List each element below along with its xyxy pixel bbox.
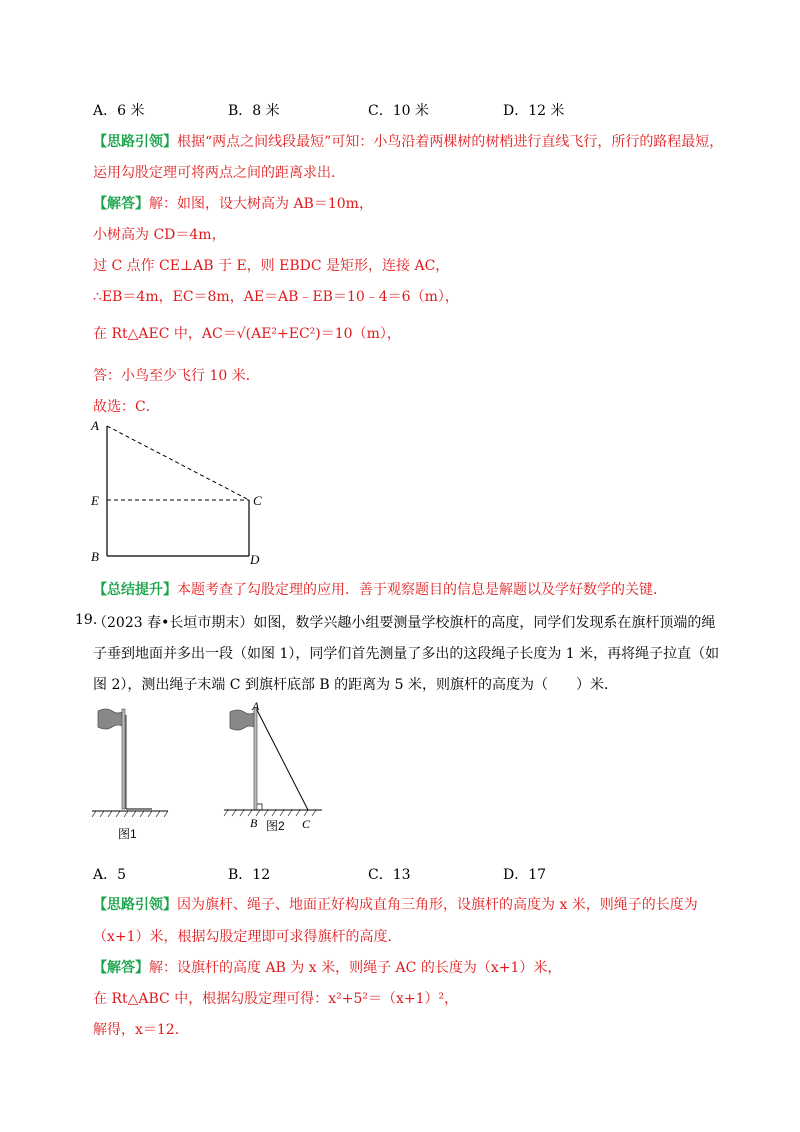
ground-hatch <box>224 810 316 816</box>
q18-answer-line: 解：如图，设大树高为 AB＝10m， <box>149 196 373 212</box>
q18-option-d: D．12 米 <box>503 103 565 119</box>
q18-answer-line: 小树高为 CD＝4m， <box>93 227 226 243</box>
q18-option-a: A．6 米 <box>93 103 145 119</box>
q18-summary-text: 本题考查了勾股定理的应用．善于观察题目的信息是解题以及学好数学的关键． <box>177 582 667 598</box>
q19-hint-line2: （x+1）米，根据勾股定理即可求得旗杆的高度． <box>93 929 402 945</box>
ground-hatch <box>92 811 168 817</box>
label-c: C <box>253 493 262 508</box>
q19-answer-tag: 【解答】 <box>93 960 149 976</box>
q18-summary-tag: 【总结提升】 <box>93 582 177 598</box>
q18-answer-line: 故选：C． <box>93 399 160 415</box>
q18-hint-tag: 【思路引领】 <box>93 134 177 150</box>
q19-answer-line: 在 Rt△ABC 中，根据勾股定理可得：x²+5²＝（x+1）²， <box>93 991 459 1007</box>
q18-hint-line2: 运用勾股定理可将两点之间的距离求出． <box>93 165 345 181</box>
q18-answer-line: 在 Rt△AEC 中，AC＝√(AE²+EC²)＝10（m）， <box>93 326 401 342</box>
q18-hint-text: 根据“两点之间线段最短”可知：小鸟沿着两棵树的树梢进行直线飞行，所行的路程最短， <box>177 134 724 150</box>
rope-ac <box>257 710 308 810</box>
q19-stem-line: （2023 春•长垣市期末）如图，数学兴趣小组要测量学校旗杆的高度，同学们发现系在旗杆顶端的绳 <box>93 615 716 631</box>
flag-icon <box>230 710 256 730</box>
q19-figure-1 <box>90 705 170 845</box>
label-e: E <box>91 493 99 508</box>
q18-answer-line: ∴EB＝4m，EC＝8m，AE＝AB﹣EB＝10﹣4＝6（m）， <box>93 289 459 305</box>
flagpole <box>122 709 125 809</box>
q19-hint <box>93 894 698 914</box>
q19-option-b: B．12 <box>228 867 271 883</box>
q19-answer-line: 解得，x＝12． <box>93 1022 189 1038</box>
q18-answer-tag: 【解答】 <box>93 196 149 212</box>
q18-hint <box>93 131 723 151</box>
label-b: B <box>91 549 99 564</box>
label-a: A <box>252 700 260 713</box>
q19-option-d: D．17 <box>503 867 547 883</box>
flagpole <box>254 708 257 810</box>
q19-answer-first <box>93 957 561 977</box>
q18-answer-first <box>93 193 373 213</box>
q18-summary <box>93 579 667 599</box>
label-d: D <box>250 552 260 567</box>
q18-option-b: B．8 米 <box>228 103 280 119</box>
fig1-caption: 图1 <box>118 827 137 841</box>
q19-number: 19. <box>75 612 98 628</box>
fig2-caption: 图2 <box>266 819 285 833</box>
q19-hint-tag: 【思路引领】 <box>93 897 177 913</box>
label-c: C <box>302 817 311 831</box>
q19-figure-2 <box>222 700 332 840</box>
q19-stem-line: 图 2），测出绳子末端 C 到旗杆底部 B 的距离为 5 米，则旗杆的高度为（ ）米． <box>93 677 618 693</box>
q19-answer-line: 解：设旗杆的高度 AB 为 x 米，则绳子 AC 的长度为（x+1）米， <box>149 960 562 976</box>
q18-answer-line: 过 C 点作 CE⊥AB 于 E，则 EBDC 是矩形，连接 AC， <box>93 258 450 274</box>
q18-answer-line: 答：小鸟至少飞行 10 米． <box>93 368 260 384</box>
label-b: B <box>250 816 258 830</box>
q19-stem-line: 子垂到地面并多出一段（如图 1），同学们首先测量了多出的这段绳子长度为 1 米，再将绳子拉直（如 <box>93 646 720 662</box>
q18-option-c: C．10 米 <box>368 103 429 119</box>
q18-rectangle-figure <box>85 418 275 568</box>
q19-option-c: C．13 <box>368 867 411 883</box>
q19-option-a: A．5 <box>93 867 127 883</box>
right-angle-mark <box>257 804 262 810</box>
q19-hint-text: 因为旗杆、绳子、地面正好构成直角三角形，设旗杆的高度为 x 米，则绳子的长度为 <box>177 897 698 913</box>
flag-icon <box>98 709 124 729</box>
label-a: A <box>91 418 99 433</box>
line-ac <box>107 426 249 500</box>
